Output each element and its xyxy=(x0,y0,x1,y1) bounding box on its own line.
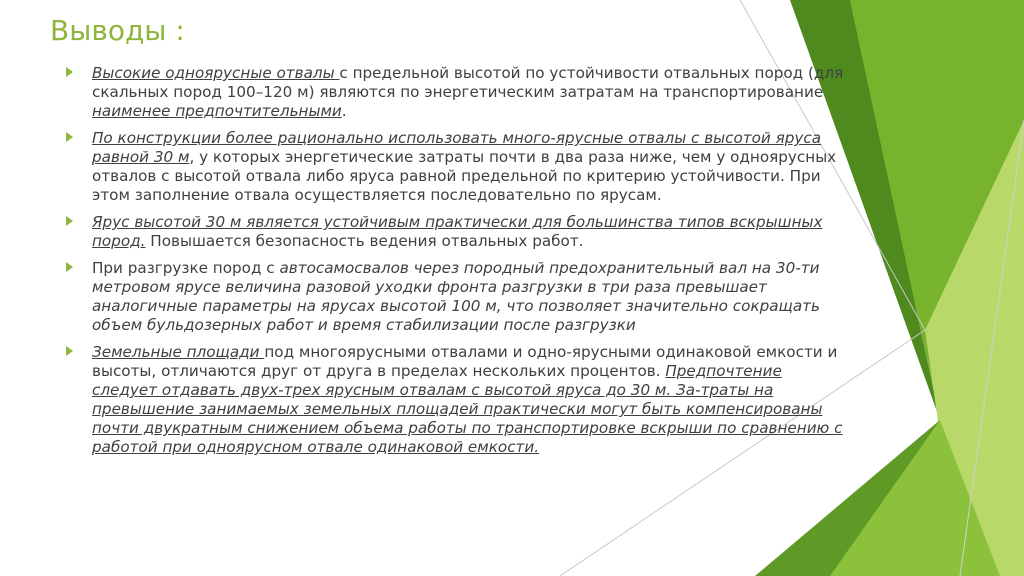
slide-title: Выводы : xyxy=(50,14,185,47)
bullet-4-emphasis: автосамосвалов через породный предохранительный вал на 30-ти метровом ярусе величина разовой уходки фронта разгрузки в три раза превышает аналогичные параметры на ярусах высотой 100 м, что позволяет значительно сокращать объем бульдозерных работ и время стабилизации после разгрузки xyxy=(92,259,820,334)
bullet-arrow-icon xyxy=(66,132,73,142)
bullet-5-text: под многоярусными отвалами и одно-ярусными одинаковой емкости и высоты, отличаются друг от друга в пределах нескольких процентов. xyxy=(92,343,838,380)
bullet-2-emphasis: По конструкции более рационально использовать много-ярусные отвалы с высотой яруса равной 30 м xyxy=(92,129,822,166)
bullet-list xyxy=(66,64,846,465)
bullet-arrow-icon xyxy=(66,346,73,356)
bullet-3-emphasis: Ярус высотой 30 м является устойчивым практически для большинства типов вскрышных пород. xyxy=(92,213,823,250)
bullet-1-end: . xyxy=(341,102,347,120)
bullet-item-3 xyxy=(66,213,846,251)
bullet-3-text: Повышается безопасность ведения отвальных работ. xyxy=(145,232,584,250)
bullet-1-text: с предельной высотой по устойчивости отвальных пород (для скальных пород 100–120 м) являются по энергетическим затратам на транспортирование xyxy=(92,64,844,101)
bullet-1-emphasis: Высокие одноярусные отвалы xyxy=(92,64,340,82)
bullet-5-emphasis: Земельные площади xyxy=(92,343,265,361)
bullet-arrow-icon xyxy=(66,216,73,226)
bullet-item-4 xyxy=(66,259,846,335)
bullet-2-text: , у которых энергетические затраты почти в два раза ниже, чем у одноярусных отвалов с высотой отвала либо яруса равной предельной по критерию устойчивости. При этом заполнение отвала осуществляется последовательно по ярусам. xyxy=(92,148,837,204)
bullet-5-emphasis-2: Предпочтение следует отдавать двух-трех ярусным отвалам с высотой яруса до 30 м. За-траты на превышение занимаемых земельных площадей практически могут быть компенсированы почти двукратным снижением объема работы по транспортировке вскрыши по сравнению с работой при одноярусном отвале одинаковой емкости. xyxy=(92,362,843,456)
bullet-item-2 xyxy=(66,129,846,205)
bullet-4-text: При разгрузке пород с xyxy=(92,259,280,277)
bullet-arrow-icon xyxy=(66,262,73,272)
bullet-item-1 xyxy=(66,64,846,121)
bullet-arrow-icon xyxy=(66,67,73,77)
bullet-item-5 xyxy=(66,343,846,457)
bullet-1-emphasis-2: наименее предпочтительными xyxy=(92,102,342,120)
